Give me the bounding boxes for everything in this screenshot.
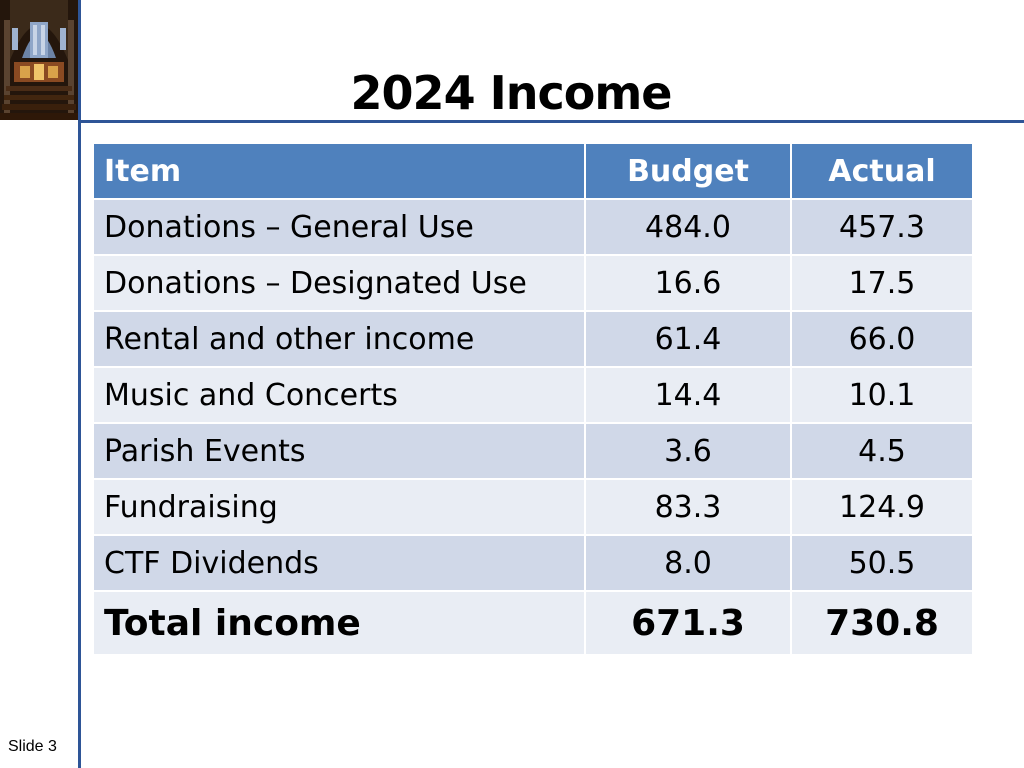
row-item: Rental and other income xyxy=(93,311,585,367)
total-budget: 671.3 xyxy=(585,591,791,655)
row-budget: 16.6 xyxy=(585,255,791,311)
row-actual: 457.3 xyxy=(791,199,973,255)
table-row xyxy=(93,311,973,367)
row-item: Music and Concerts xyxy=(93,367,585,423)
row-budget: 8.0 xyxy=(585,535,791,591)
row-budget: 83.3 xyxy=(585,479,791,535)
table-row xyxy=(93,423,973,479)
row-budget: 484.0 xyxy=(585,199,791,255)
row-actual: 66.0 xyxy=(791,311,973,367)
table-row xyxy=(93,535,973,591)
row-actual: 4.5 xyxy=(791,423,973,479)
total-label: Total income xyxy=(93,591,585,655)
slide-title: 2024 Income xyxy=(350,66,672,120)
table-row xyxy=(93,367,973,423)
row-item: Parish Events xyxy=(93,423,585,479)
row-budget: 3.6 xyxy=(585,423,791,479)
table-header-row xyxy=(93,143,973,199)
table-row xyxy=(93,199,973,255)
row-item: Donations – General Use xyxy=(93,199,585,255)
row-item: Donations – Designated Use xyxy=(93,255,585,311)
table-row xyxy=(93,255,973,311)
slide-number: Slide 3 xyxy=(8,738,57,755)
table-row xyxy=(93,479,973,535)
horizontal-rule xyxy=(78,120,1024,123)
column-header-item: Item xyxy=(93,143,585,199)
row-item: CTF Dividends xyxy=(93,535,585,591)
church-interior-photo xyxy=(0,0,78,120)
row-actual: 50.5 xyxy=(791,535,973,591)
total-actual: 730.8 xyxy=(791,591,973,655)
row-actual: 124.9 xyxy=(791,479,973,535)
income-table xyxy=(92,142,974,656)
row-budget: 61.4 xyxy=(585,311,791,367)
row-item: Fundraising xyxy=(93,479,585,535)
row-actual: 10.1 xyxy=(791,367,973,423)
column-header-budget: Budget xyxy=(585,143,791,199)
total-row xyxy=(93,591,973,655)
row-actual: 17.5 xyxy=(791,255,973,311)
column-header-actual: Actual xyxy=(791,143,973,199)
row-budget: 14.4 xyxy=(585,367,791,423)
